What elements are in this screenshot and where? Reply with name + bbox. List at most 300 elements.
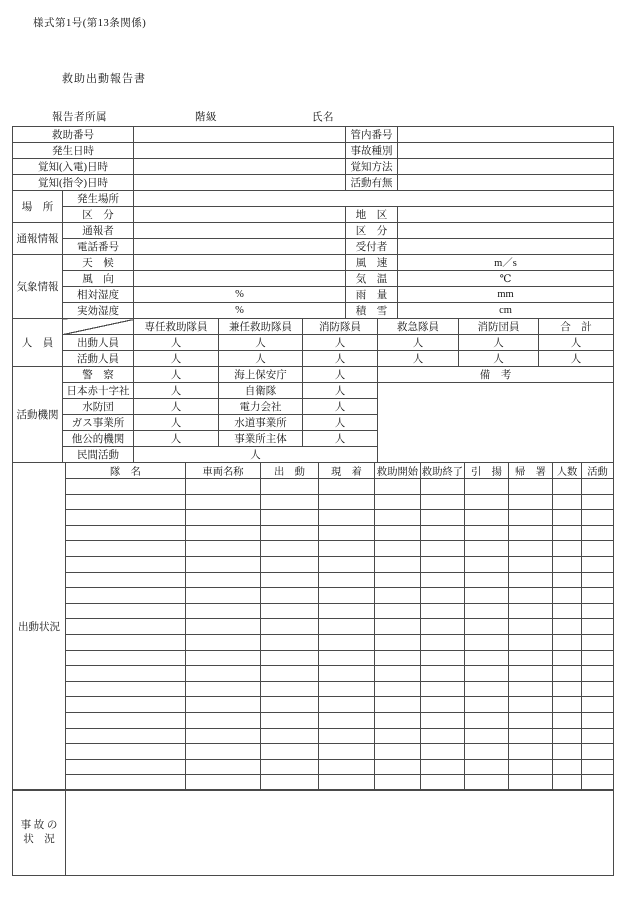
dispatch-cell (582, 650, 614, 666)
dispatch-cell (66, 712, 186, 728)
field-accident-situation (66, 790, 614, 876)
label-flood-prevention-corps: 水防団 (63, 399, 134, 415)
field-location-category (134, 207, 346, 223)
dispatch-cell (319, 556, 375, 572)
dispatch-cell (375, 619, 421, 635)
dispatch-cell (261, 588, 319, 604)
dispatch-cell (186, 634, 261, 650)
field-wind-speed-unit: m／s (398, 255, 614, 271)
dispatch-cell (421, 479, 465, 495)
label-district: 地 区 (346, 207, 398, 223)
form-number: 様式第1号(第13条関係) (33, 18, 147, 29)
col-header-headcount: 人数 (553, 463, 582, 479)
reporter-affiliation-label: 報告者所属 (52, 112, 107, 123)
dispatch-cell (509, 728, 553, 744)
label-weather: 天 候 (63, 255, 134, 271)
dispatch-cell (186, 666, 261, 682)
dispatch-cell (509, 759, 553, 775)
dispatch-cell (465, 588, 509, 604)
dispatch-cell (375, 588, 421, 604)
dispatch-cell (553, 728, 582, 744)
dispatch-cell (582, 666, 614, 682)
dispatch-cell (421, 494, 465, 510)
dispatch-cell (261, 556, 319, 572)
dispatch-row (13, 681, 614, 697)
dispatch-cell (421, 744, 465, 760)
dispatch-cell (509, 541, 553, 557)
label-occurrence-datetime: 発生日時 (13, 143, 134, 159)
label-private-activity: 民間活動 (63, 447, 134, 463)
dispatch-row (13, 650, 614, 666)
dispatch-cell (465, 572, 509, 588)
field-district (398, 207, 614, 223)
dispatch-cell (186, 744, 261, 760)
dispatch-cell (186, 510, 261, 526)
col-header-vehicle-name: 車両名称 (186, 463, 261, 479)
label-weather-group: 気象情報 (13, 255, 63, 319)
dispatch-cell (582, 541, 614, 557)
field-report-category (398, 223, 614, 239)
label-effective-humidity: 実効湿度 (63, 303, 134, 319)
col-header-departure: 出 動 (261, 463, 319, 479)
label-report-category: 区 分 (346, 223, 398, 239)
dispatch-cell (319, 650, 375, 666)
field-active-firefighters: 人 (303, 351, 378, 367)
field-coast-guard-count: 人 (303, 367, 378, 383)
dispatch-cell (582, 634, 614, 650)
dispatch-cell (261, 541, 319, 557)
field-dispatched-total: 人 (539, 335, 614, 351)
label-dispatch-status-group: 出動状況 (13, 463, 66, 791)
dispatch-row (13, 759, 614, 775)
field-rainfall-unit: mm (398, 287, 614, 303)
dispatch-row (13, 603, 614, 619)
label-self-defense-force: 自衛隊 (219, 383, 303, 399)
dispatch-cell (582, 510, 614, 526)
dispatch-cell (66, 634, 186, 650)
dispatch-cell (261, 619, 319, 635)
dispatch-cell (582, 588, 614, 604)
dispatch-cell (553, 634, 582, 650)
dispatch-cell (375, 603, 421, 619)
col-header-volunteer-firefighters: 消防団員 (459, 319, 539, 335)
label-receiver: 受付者 (346, 239, 398, 255)
col-header-dedicated-rescuers: 専任救助隊員 (134, 319, 219, 335)
label-business-entity: 事業所主体 (219, 431, 303, 447)
dispatch-cell (553, 479, 582, 495)
dispatch-cell (375, 479, 421, 495)
dispatch-cell (465, 728, 509, 744)
dispatch-cell (509, 510, 553, 526)
dispatch-cell (186, 525, 261, 541)
dispatch-cell (582, 728, 614, 744)
dispatch-cell (509, 650, 553, 666)
field-weather (134, 255, 346, 271)
label-location-category: 区 分 (63, 207, 134, 223)
dispatch-cell (421, 603, 465, 619)
dispatch-cell (421, 525, 465, 541)
dispatch-cell (319, 510, 375, 526)
dispatch-cell (186, 494, 261, 510)
diagonal-header-cell (63, 319, 134, 335)
dispatch-cell (465, 479, 509, 495)
dispatch-cell (553, 712, 582, 728)
dispatch-cell (465, 681, 509, 697)
dispatch-row (13, 588, 614, 604)
dispatch-cell (509, 603, 553, 619)
label-snow-depth: 積 雪 (346, 303, 398, 319)
field-awareness-incoming (134, 159, 346, 175)
dispatch-cell (421, 556, 465, 572)
dispatch-cell (421, 759, 465, 775)
field-accident-type (398, 143, 614, 159)
field-dispatched-concurrent: 人 (219, 335, 303, 351)
dispatch-cell (261, 572, 319, 588)
dispatch-cell (261, 712, 319, 728)
dispatch-cell (375, 681, 421, 697)
dispatch-row (13, 494, 614, 510)
dispatch-cell (186, 479, 261, 495)
dispatch-cell (319, 525, 375, 541)
dispatch-cell (509, 494, 553, 510)
dispatch-cell (261, 759, 319, 775)
dispatch-cell (465, 744, 509, 760)
col-header-total: 合 計 (539, 319, 614, 335)
dispatch-cell (261, 634, 319, 650)
dispatch-cell (509, 479, 553, 495)
label-water-office: 水道事業所 (219, 415, 303, 431)
dispatch-cell (553, 588, 582, 604)
dispatch-cell (582, 697, 614, 713)
dispatch-cell (582, 744, 614, 760)
dispatch-cell (582, 712, 614, 728)
field-dispatched-firefighters: 人 (303, 335, 378, 351)
dispatch-cell (375, 697, 421, 713)
dispatch-cell (421, 712, 465, 728)
dispatch-cell (186, 619, 261, 635)
dispatch-cell (66, 556, 186, 572)
label-accident-situation-line1: 事 故 の (20, 819, 58, 831)
label-temperature: 気 温 (346, 271, 398, 287)
field-flood-corps-count: 人 (134, 399, 219, 415)
dispatch-cell (465, 541, 509, 557)
dispatch-cell (319, 588, 375, 604)
dispatch-row (13, 510, 614, 526)
dispatch-row (13, 525, 614, 541)
dispatch-cell (66, 588, 186, 604)
col-header-arrival: 現 着 (319, 463, 375, 479)
dispatch-cell (375, 525, 421, 541)
label-remarks: 備 考 (378, 367, 614, 383)
dispatch-cell (582, 603, 614, 619)
label-relative-humidity: 相対湿度 (63, 287, 134, 303)
col-header-concurrent-rescuers: 兼任救助隊員 (219, 319, 303, 335)
label-wind-speed: 風 速 (346, 255, 398, 271)
dispatch-row (13, 541, 614, 557)
dispatch-cell (375, 541, 421, 557)
dispatch-cell (261, 666, 319, 682)
dispatch-cell (553, 541, 582, 557)
dispatch-cell (582, 479, 614, 495)
dispatch-cell (421, 634, 465, 650)
dispatch-cell (553, 510, 582, 526)
label-police: 警 察 (63, 367, 134, 383)
dispatch-cell (319, 603, 375, 619)
dispatch-cell (261, 510, 319, 526)
dispatch-cell (66, 603, 186, 619)
dispatch-row (13, 479, 614, 495)
dispatch-cell (421, 541, 465, 557)
col-header-rescue-start: 救助開始 (375, 463, 421, 479)
dispatch-cell (582, 556, 614, 572)
label-gas-office: ガス事業所 (63, 415, 134, 431)
dispatch-cell (261, 728, 319, 744)
field-other-public-count: 人 (134, 431, 219, 447)
dispatch-cell (261, 525, 319, 541)
dispatch-cell (553, 697, 582, 713)
page-title: 救助出動報告書 (62, 73, 146, 85)
dispatch-cell (553, 650, 582, 666)
dispatch-cell (509, 619, 553, 635)
dispatch-cell (66, 525, 186, 541)
label-accident-type: 事故種別 (346, 143, 398, 159)
dispatch-cell (465, 697, 509, 713)
label-activity-presence: 活動有無 (346, 175, 398, 191)
dispatch-cell (582, 759, 614, 775)
field-phone-number (134, 239, 346, 255)
dispatch-cell (319, 666, 375, 682)
dispatch-cell (375, 572, 421, 588)
field-self-defense-count: 人 (303, 383, 378, 399)
field-active-dedicated: 人 (134, 351, 219, 367)
dispatch-cell (375, 712, 421, 728)
dispatch-cell (319, 494, 375, 510)
dispatch-cell (421, 681, 465, 697)
dispatch-cell (465, 619, 509, 635)
label-red-cross: 日本赤十字社 (63, 383, 134, 399)
dispatch-cell (582, 681, 614, 697)
dispatch-cell (186, 556, 261, 572)
dispatch-cell (465, 494, 509, 510)
label-awareness-command: 覚知(指令)日時 (13, 175, 134, 191)
rank-label: 階級 (195, 112, 217, 123)
dispatch-cell (319, 712, 375, 728)
dispatch-cell (319, 728, 375, 744)
dispatch-cell (261, 603, 319, 619)
dispatch-cell (319, 697, 375, 713)
dispatch-cell (582, 494, 614, 510)
dispatch-cell (319, 744, 375, 760)
accident-situation-table (12, 789, 614, 876)
dispatch-cell (66, 744, 186, 760)
dispatch-row (13, 556, 614, 572)
field-temperature-unit: ℃ (398, 271, 614, 287)
dispatch-cell (465, 634, 509, 650)
dispatch-cell (375, 494, 421, 510)
field-active-paramedics: 人 (378, 351, 459, 367)
dispatch-cell (66, 494, 186, 510)
main-info-table (12, 126, 614, 463)
field-occurrence-datetime (134, 143, 346, 159)
field-electric-company-count: 人 (303, 399, 378, 415)
field-caller (134, 223, 346, 239)
field-rescue-number (134, 127, 346, 143)
dispatch-cell (375, 650, 421, 666)
field-awareness-method (398, 159, 614, 175)
dispatch-row (13, 744, 614, 760)
dispatch-cell (465, 556, 509, 572)
col-header-firefighters: 消防隊員 (303, 319, 378, 335)
dispatch-cell (66, 619, 186, 635)
col-header-return: 帰 署 (509, 463, 553, 479)
dispatch-cell (509, 744, 553, 760)
dispatch-cell (509, 634, 553, 650)
col-header-unit-name: 隊 名 (66, 463, 186, 479)
reporter-line (0, 109, 630, 125)
dispatch-cell (553, 494, 582, 510)
dispatch-row (13, 634, 614, 650)
dispatch-cell (465, 603, 509, 619)
dispatch-cell (553, 759, 582, 775)
dispatch-cell (375, 728, 421, 744)
dispatch-cell (509, 666, 553, 682)
dispatch-cell (261, 744, 319, 760)
dispatch-cell (553, 681, 582, 697)
label-coast-guard: 海上保安庁 (219, 367, 303, 383)
dispatch-row (13, 619, 614, 635)
field-active-volunteers: 人 (459, 351, 539, 367)
col-header-activity: 活動 (582, 463, 614, 479)
field-red-cross-count: 人 (134, 383, 219, 399)
dispatch-cell (66, 650, 186, 666)
dispatch-cell (465, 525, 509, 541)
label-personnel-group: 人 員 (13, 319, 63, 367)
dispatch-cell (375, 634, 421, 650)
dispatch-cell (465, 759, 509, 775)
field-remarks (378, 383, 614, 463)
label-electric-company: 電力会社 (219, 399, 303, 415)
dispatch-cell (509, 712, 553, 728)
label-active-personnel: 活動人員 (63, 351, 134, 367)
dispatch-cell (66, 479, 186, 495)
field-dispatched-paramedics: 人 (378, 335, 459, 351)
label-caller: 通報者 (63, 223, 134, 239)
name-label: 氏名 (312, 112, 334, 123)
field-jurisdiction-number (398, 127, 614, 143)
field-receiver (398, 239, 614, 255)
dispatch-cell (509, 697, 553, 713)
dispatch-cell (553, 525, 582, 541)
dispatch-cell (465, 650, 509, 666)
dispatch-cell (421, 697, 465, 713)
col-header-paramedics: 救急隊員 (378, 319, 459, 335)
col-header-withdrawal: 引 揚 (465, 463, 509, 479)
dispatch-cell (319, 572, 375, 588)
label-occurrence-place: 発生場所 (63, 191, 134, 207)
dispatch-cell (421, 588, 465, 604)
dispatch-row (13, 728, 614, 744)
dispatch-cell (375, 744, 421, 760)
dispatch-cell (465, 712, 509, 728)
field-wind-direction (134, 271, 346, 287)
dispatch-cell (509, 572, 553, 588)
dispatch-cell (319, 619, 375, 635)
label-wind-direction: 風 向 (63, 271, 134, 287)
field-awareness-command (134, 175, 346, 191)
dispatch-cell (465, 666, 509, 682)
dispatch-status-table (12, 462, 614, 791)
dispatch-cell (553, 572, 582, 588)
col-header-rescue-end: 救助終了 (421, 463, 465, 479)
field-active-concurrent: 人 (219, 351, 303, 367)
dispatch-cell (582, 572, 614, 588)
label-rescue-number: 救助番号 (13, 127, 134, 143)
dispatch-cell (319, 634, 375, 650)
field-relative-humidity-unit: % (134, 287, 346, 303)
field-active-total: 人 (539, 351, 614, 367)
label-accident-situation-line2: 状 況 (23, 833, 55, 845)
field-gas-office-count: 人 (134, 415, 219, 431)
dispatch-row (13, 712, 614, 728)
dispatch-cell (186, 728, 261, 744)
dispatch-cell (186, 697, 261, 713)
label-jurisdiction-number: 管内番号 (346, 127, 398, 143)
label-phone-number: 電話番号 (63, 239, 134, 255)
field-snow-depth-unit: cm (398, 303, 614, 319)
dispatch-cell (421, 619, 465, 635)
dispatch-cell (66, 572, 186, 588)
field-water-office-count: 人 (303, 415, 378, 431)
label-location-group: 場 所 (13, 191, 63, 223)
dispatch-cell (465, 510, 509, 526)
field-dispatched-volunteers: 人 (459, 335, 539, 351)
label-report-info-group: 通報情報 (13, 223, 63, 255)
dispatch-cell (186, 712, 261, 728)
dispatch-cell (319, 541, 375, 557)
dispatch-cell (375, 759, 421, 775)
dispatch-cell (186, 588, 261, 604)
label-rainfall: 雨 量 (346, 287, 398, 303)
field-business-entity-count: 人 (303, 431, 378, 447)
dispatch-cell (319, 759, 375, 775)
dispatch-cell (509, 681, 553, 697)
dispatch-row (13, 572, 614, 588)
dispatch-cell (186, 681, 261, 697)
dispatch-cell (375, 666, 421, 682)
dispatch-cell (66, 759, 186, 775)
dispatch-cell (261, 681, 319, 697)
label-agencies-group: 活動機関 (13, 367, 63, 463)
dispatch-cell (553, 666, 582, 682)
dispatch-cell (261, 494, 319, 510)
dispatch-row (13, 666, 614, 682)
dispatch-cell (186, 572, 261, 588)
dispatch-cell (421, 728, 465, 744)
dispatch-cell (553, 744, 582, 760)
dispatch-cell (66, 510, 186, 526)
label-awareness-method: 覚知方法 (346, 159, 398, 175)
dispatch-cell (421, 510, 465, 526)
field-private-activity-count: 人 (134, 447, 378, 463)
dispatch-cell (421, 666, 465, 682)
dispatch-rows (13, 463, 614, 791)
dispatch-cell (553, 556, 582, 572)
dispatch-cell (509, 588, 553, 604)
dispatch-cell (66, 666, 186, 682)
dispatch-cell (319, 479, 375, 495)
field-occurrence-place (134, 191, 614, 207)
label-dispatched-personnel: 出動人員 (63, 335, 134, 351)
